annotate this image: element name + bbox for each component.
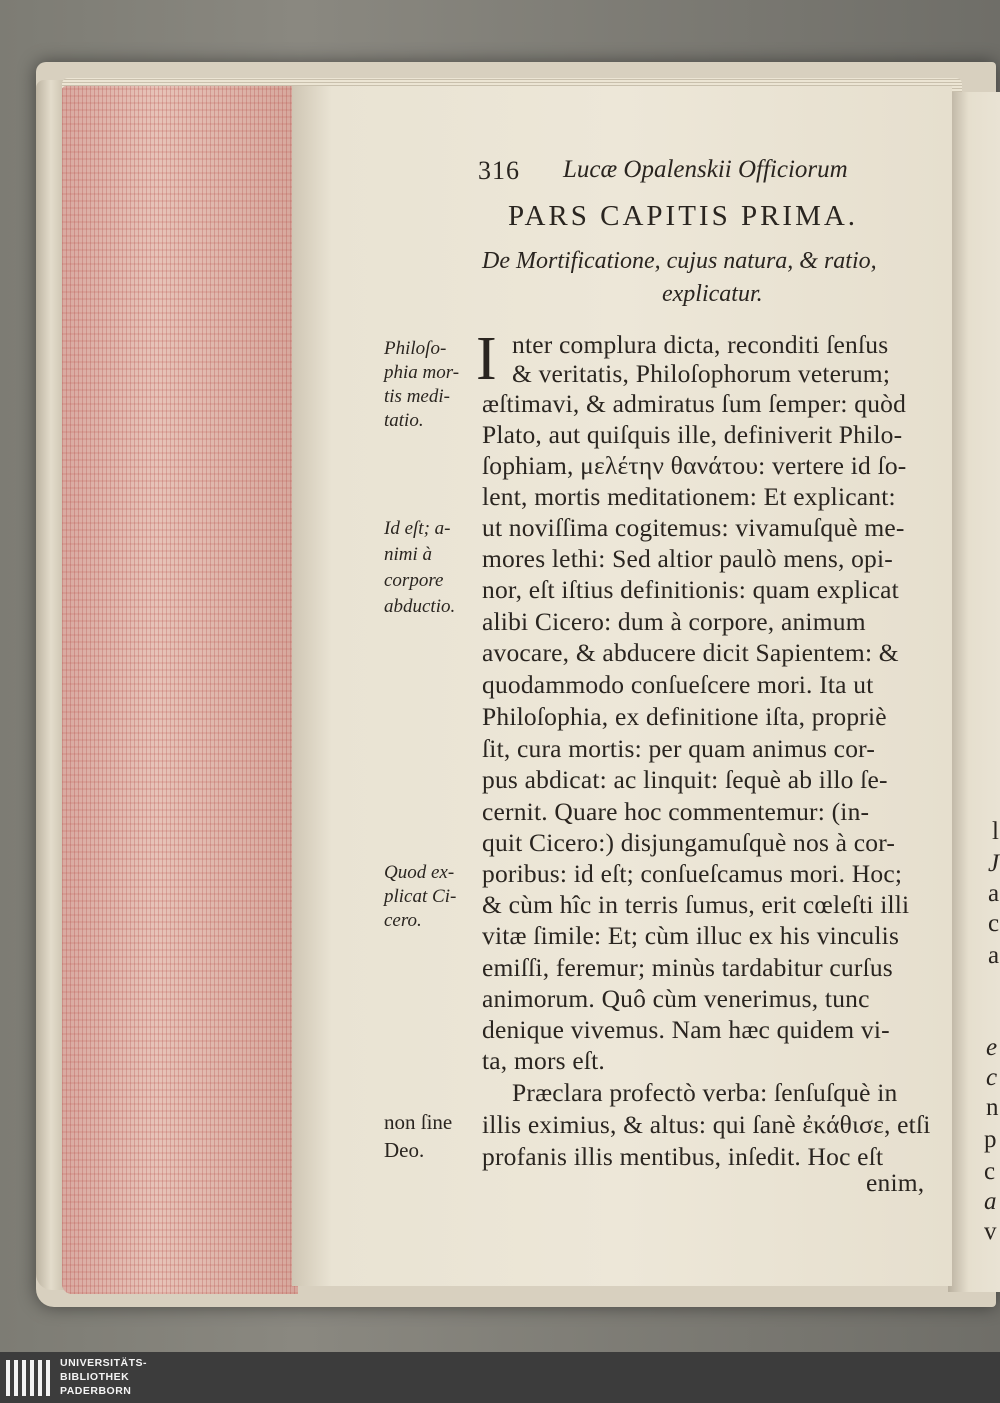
body-line: lent, mortis meditationem: Et explicant: (482, 482, 896, 511)
facing-page-fragment: c (986, 1064, 998, 1091)
drop-cap: I (476, 325, 497, 393)
body-line: Philoſophia, ex definitione iſta, propriè (482, 702, 887, 731)
facing-page-fragment: J (988, 850, 1000, 877)
facing-page-fragment: c (988, 910, 1000, 937)
body-line: poribus: id eſt; conſueſcamus mori. Hoc; (482, 859, 903, 888)
subtitle-line-1: De Mortificatione, cujus natura, & ratio, (482, 248, 877, 274)
page-edges (62, 86, 298, 1294)
body-line: ta, mors eſt. (482, 1046, 605, 1075)
library-name-line-1: UNIVERSITÄTS- (60, 1357, 148, 1369)
margin-note-line: Deo. (384, 1138, 425, 1162)
body-line: pus abdicat: ac linquit: ſequè ab illo ſe- (482, 765, 888, 794)
body-line: alibi Cicero: dum à corpore, animum (482, 607, 866, 636)
margin-note-line: tatio. (384, 410, 424, 431)
body-line: emiſſi, feremur; minùs tardabitur curſus (482, 953, 893, 982)
library-footer (0, 1352, 1000, 1403)
body-line: avocare, & abducere dicit Sapientem: & (482, 638, 899, 667)
facing-page-fragment: a (984, 1188, 997, 1215)
body-line: vitæ ſimile: Et; cùm illuc ex his vinculis (482, 921, 900, 950)
margin-note-line: cero. (384, 910, 422, 931)
body-line: illis eximius, & altus: qui ſanè ἐκάθισε, etſi (482, 1110, 931, 1139)
body-line: ut noviſſima cogitemus: vivamuſquè me- (482, 513, 905, 542)
facing-page-fragment: p (984, 1126, 997, 1153)
margin-note-line: phia mor- (384, 362, 460, 383)
body-line: ſit, cura mortis: per quam animus cor- (482, 734, 876, 763)
running-head: Lucæ Opalenskii Officiorum (563, 156, 848, 183)
body-line: ſophiam, μελέτην θανάτου: vertere id ſo- (482, 451, 907, 480)
body-line: æſtimavi, & admiratus ſum ſemper: quòd (482, 389, 907, 418)
margin-note-line: tis medi- (384, 386, 450, 407)
facing-page-fragment: v (984, 1218, 997, 1245)
body-line: profanis illis mentibus, inſedit. Hoc eſt (482, 1142, 884, 1171)
library-name-line-3: PADERBORN (60, 1385, 132, 1397)
facing-page-fragment: c (984, 1158, 996, 1185)
margin-note-line: Philoſo- (384, 338, 447, 359)
body-line: enim, (866, 1168, 925, 1197)
margin-note-line: Quod ex- (384, 862, 455, 883)
page-number: 316 (478, 156, 520, 185)
body-line: animorum. Quô cùm venerimus, tunc (482, 984, 870, 1013)
facing-page-fragment: a (988, 942, 1000, 969)
margin-note-line: corpore (384, 570, 444, 591)
body-line: nor, eſt iſtius definitionis: quam explicat (482, 575, 899, 604)
subtitle-line-2: explicatur. (662, 281, 763, 307)
body-line: Plato, aut quiſquis ille, definiverit Philo- (482, 420, 903, 449)
body-line: nter complura dicta, reconditi ſenſus (512, 330, 889, 359)
margin-note-line: abductio. (384, 596, 456, 617)
library-logo-icon (6, 1360, 52, 1396)
facing-page-fragment: n (986, 1094, 999, 1121)
library-name-line-2: BIBLIOTHEK (60, 1371, 130, 1383)
margin-note-line: Id eſt; a- (384, 518, 451, 539)
margin-note-line: nimi à (384, 544, 433, 565)
body-line: Præclara profectò verba: ſenſuſquè in (512, 1078, 898, 1107)
facing-page-fragment: a (988, 880, 1000, 907)
margin-note-line: plicat Ci- (384, 886, 457, 907)
facing-page-fragment: e (986, 1034, 998, 1061)
body-line: & cùm hîc in terris ſumus, erit cœleſti illi (482, 890, 910, 919)
section-title: PARS CAPITIS PRIMA. (508, 200, 859, 232)
body-line: quit Cicero:) disjungamuſquè nos à cor- (482, 828, 896, 857)
body-line: cernit. Quare hoc commentemur: (in- (482, 797, 870, 826)
margin-note-line: non ſine (384, 1110, 453, 1134)
facing-page-fragment: l (992, 818, 999, 845)
body-line: & veritatis, Philoſophorum veterum; (512, 359, 891, 388)
body-line: quodammodo conſueſcere mori. Ita ut (482, 670, 874, 699)
body-line: denique vivemus. Nam hæc quidem vi- (482, 1015, 890, 1044)
body-line: mores lethi: Sed altior paulò mens, opi- (482, 544, 893, 573)
